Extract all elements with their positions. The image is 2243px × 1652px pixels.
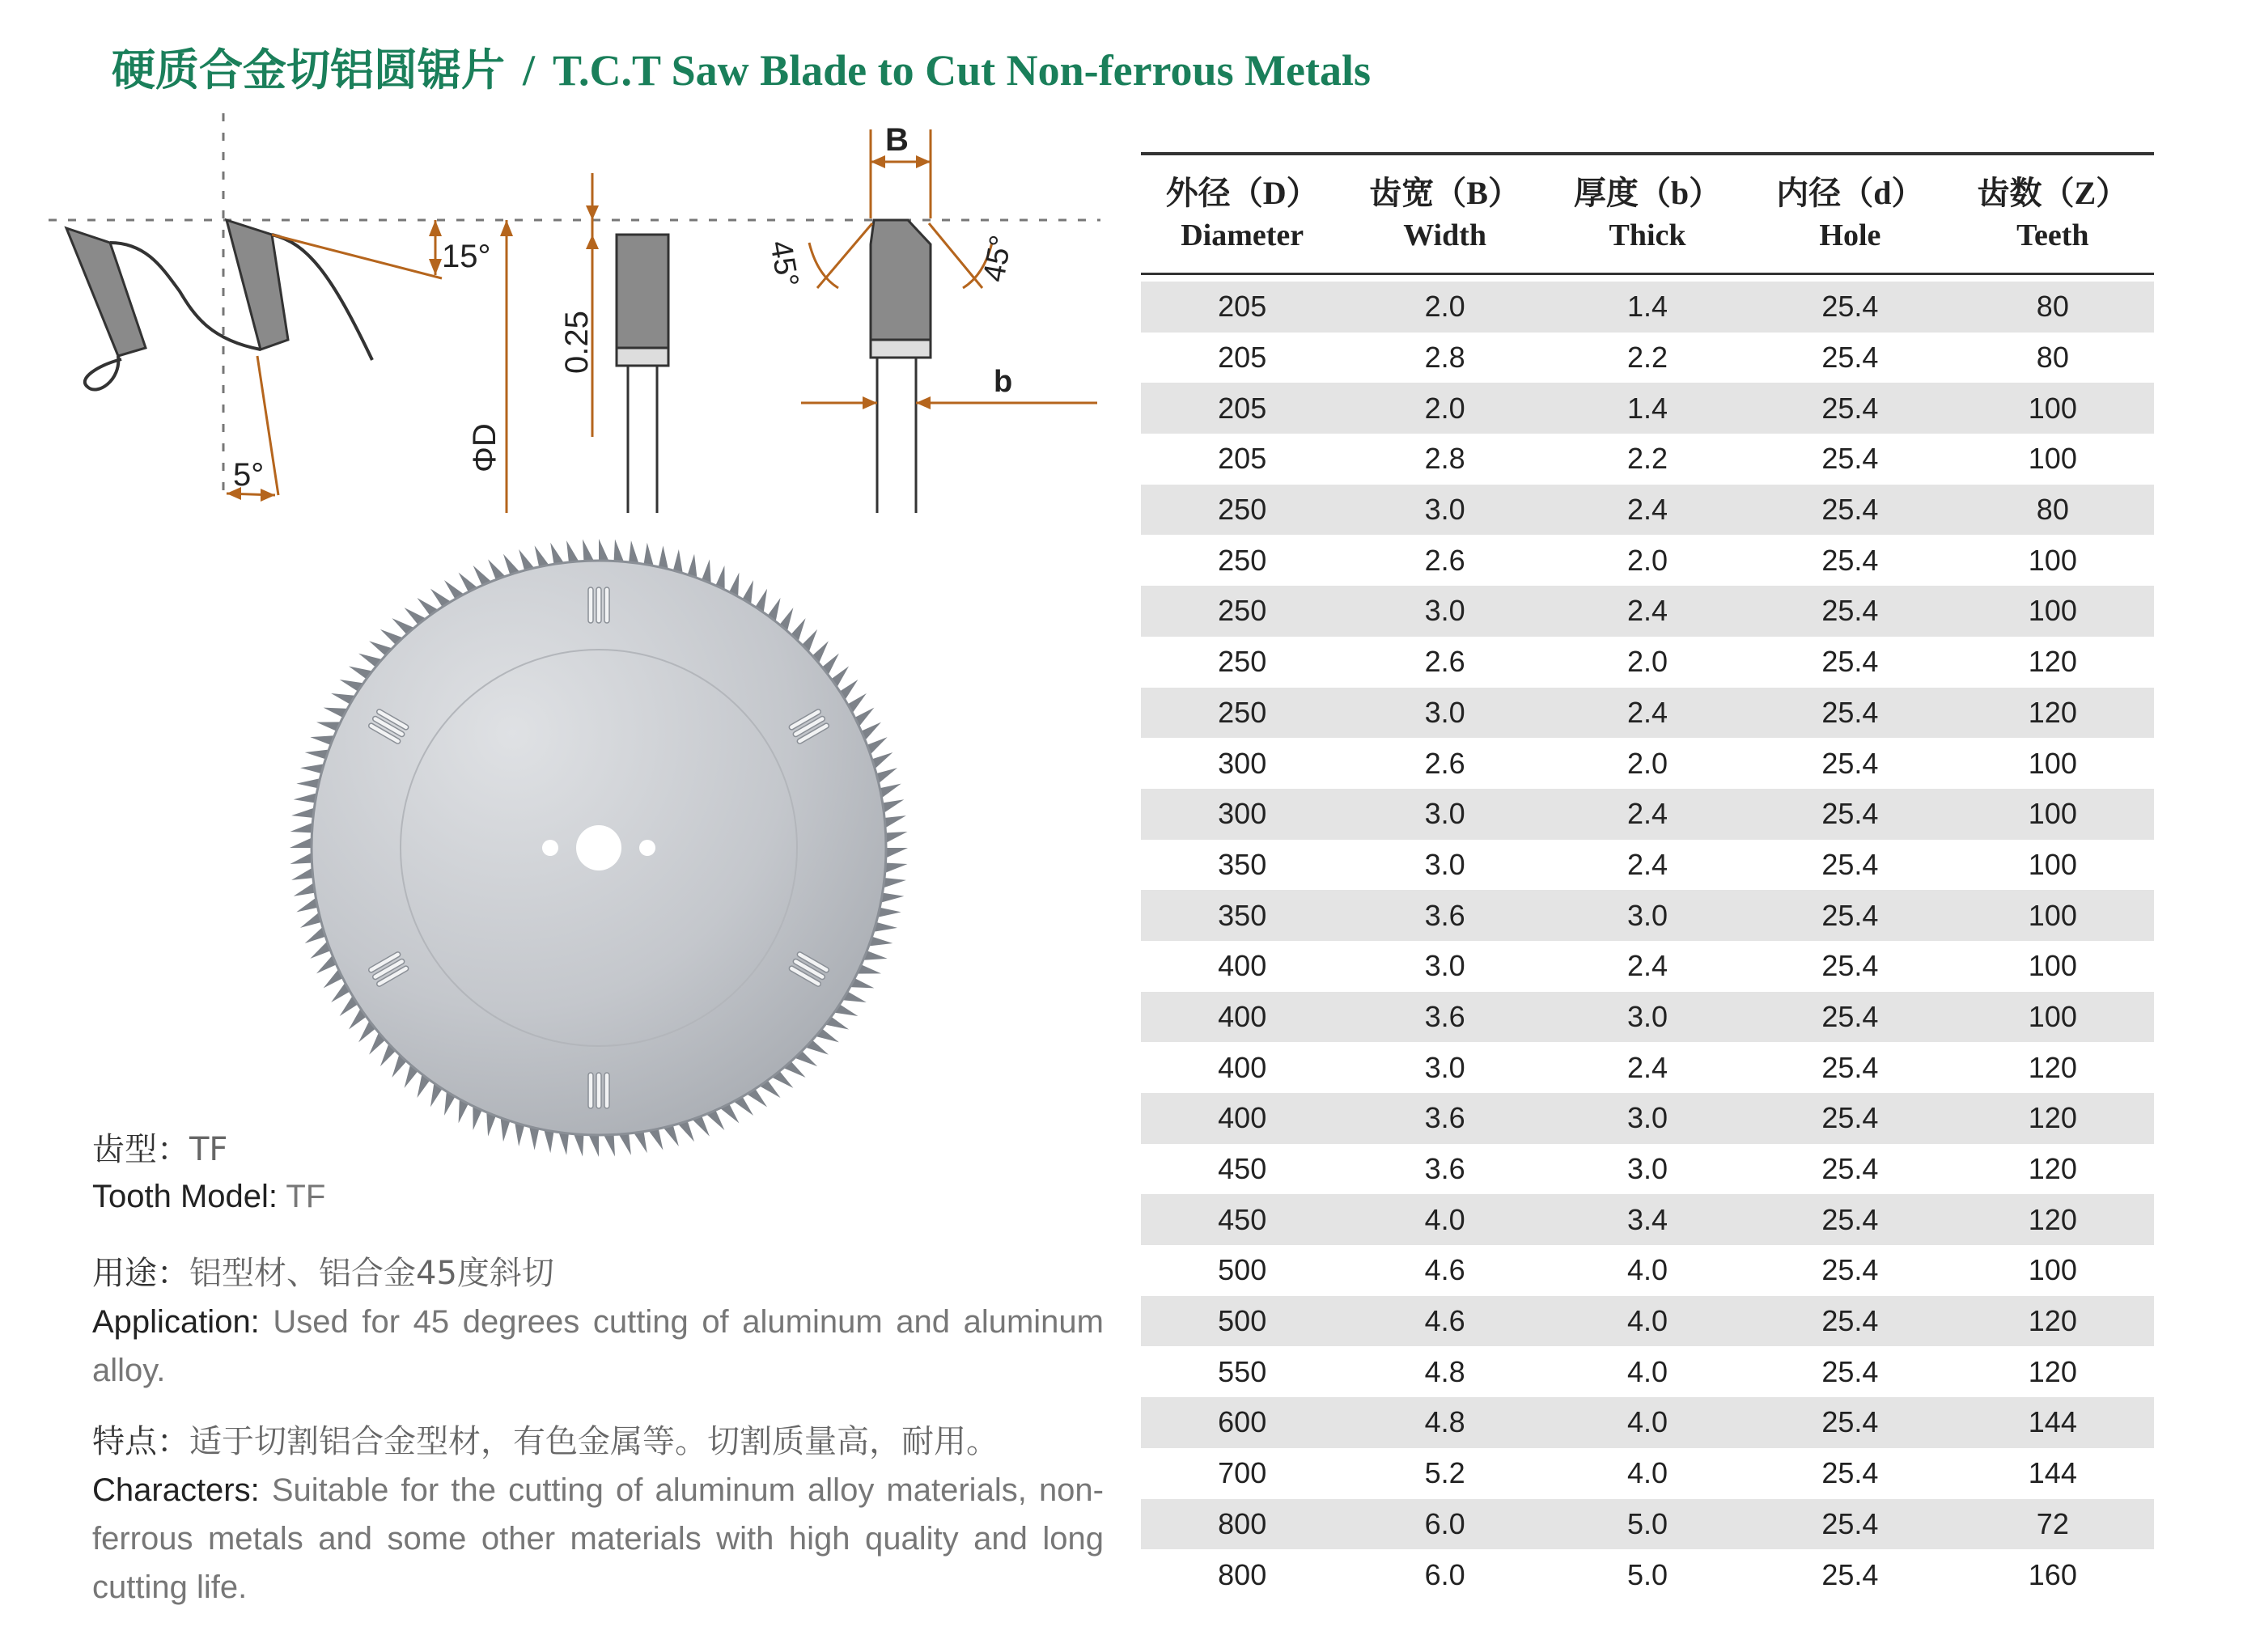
- cell-width: 3.0: [1424, 949, 1465, 983]
- cell-hole: 25.4: [1821, 1202, 1879, 1236]
- table-header: [1141, 155, 2154, 275]
- header-diameter: 外径（D） Diameter: [1165, 174, 1319, 252]
- cell-diameter: 250: [1218, 695, 1267, 729]
- saw-blade-image: [283, 532, 914, 1163]
- cell-width: 6.0: [1424, 1557, 1465, 1591]
- table-row: [1141, 637, 2154, 688]
- table-row: [1141, 333, 2154, 383]
- cell-diameter: 205: [1218, 290, 1267, 324]
- bevel-right-label: 45°: [977, 232, 1019, 285]
- cell-width: 3.0: [1424, 493, 1465, 527]
- cell-width: 2.6: [1424, 543, 1465, 577]
- cell-hole: 25.4: [1821, 493, 1879, 527]
- cell-hole: 25.4: [1821, 898, 1879, 932]
- cell-teeth: 120: [2028, 1050, 2077, 1084]
- cell-teeth: 100: [2028, 746, 2077, 780]
- cell-thick: 5.0: [1626, 1506, 1668, 1540]
- cell-teeth: 100: [2028, 847, 2077, 881]
- cell-teeth: 144: [2028, 1405, 2077, 1439]
- cell-hole: 25.4: [1821, 1456, 1879, 1490]
- table-row: [1141, 282, 2154, 333]
- table-row: [1141, 992, 2154, 1043]
- bottom-angle-label: 5°: [233, 457, 265, 493]
- cell-width: 2.8: [1424, 442, 1465, 476]
- cell-diameter: 205: [1218, 341, 1267, 375]
- table-row: [1141, 1144, 2154, 1195]
- characters-cn-label: 特点：: [92, 1423, 189, 1460]
- page-title-cn: 硬质合金切铝圆锯片: [112, 46, 505, 95]
- cell-thick: 3.0: [1626, 1152, 1668, 1186]
- cell-diameter: 450: [1218, 1202, 1267, 1236]
- table-row: [1141, 1042, 2154, 1093]
- thickness-label: b: [994, 365, 1013, 399]
- title-separator: /: [523, 46, 536, 95]
- application-cn-label: 用途：: [92, 1255, 189, 1292]
- cell-teeth: 100: [2028, 391, 2077, 425]
- cell-teeth: 80: [2036, 290, 2069, 324]
- application-en-value: Used for 45 degrees cutting of aluminum and aluminum alloy.: [92, 1304, 1104, 1388]
- cell-diameter: 500: [1218, 1253, 1267, 1287]
- cell-diameter: 400: [1218, 1101, 1267, 1135]
- cell-thick: 2.2: [1626, 442, 1668, 476]
- cell-teeth: 100: [2028, 442, 2077, 476]
- cell-width: 3.0: [1424, 594, 1465, 628]
- cell-teeth: 100: [2028, 797, 2077, 831]
- cell-width: 3.0: [1424, 695, 1465, 729]
- table-body: [1141, 282, 2154, 1600]
- cell-hole: 25.4: [1821, 999, 1879, 1033]
- cell-thick: 1.4: [1626, 391, 1668, 425]
- cell-thick: 2.4: [1626, 797, 1668, 831]
- application-block: [92, 1249, 1104, 1395]
- header-width: 齿宽（B） Width: [1369, 174, 1520, 252]
- cell-thick: 3.0: [1626, 999, 1668, 1033]
- offset-label: 0.25: [559, 311, 595, 374]
- cell-thick: 2.4: [1626, 949, 1668, 983]
- cell-thick: 2.4: [1626, 847, 1668, 881]
- characters-block: [92, 1417, 1104, 1612]
- table-row: [1141, 383, 2154, 434]
- cell-diameter: 400: [1218, 949, 1267, 983]
- cell-hole: 25.4: [1821, 847, 1879, 881]
- cell-width: 4.8: [1424, 1405, 1465, 1439]
- cell-diameter: 800: [1218, 1506, 1267, 1540]
- tooth-model-cn-label: 齿型：: [92, 1131, 189, 1168]
- characters-en-value: Suitable for the cutting of aluminum alloy materials, non-ferrous metals and some other materials with high quality and long cutting life.: [92, 1472, 1104, 1605]
- cell-teeth: 100: [2028, 543, 2077, 577]
- width-label: B: [885, 122, 909, 158]
- header-hole: 内径（d） Hole: [1776, 174, 1924, 252]
- cell-width: 2.6: [1424, 746, 1465, 780]
- cell-hole: 25.4: [1821, 1050, 1879, 1084]
- table-row: [1141, 1296, 2154, 1347]
- cell-diameter: 300: [1218, 797, 1267, 831]
- table-row: [1141, 1346, 2154, 1397]
- diameter-label: ΦD: [467, 423, 502, 472]
- table-row: [1141, 941, 2154, 992]
- cell-width: 2.0: [1424, 391, 1465, 425]
- cell-teeth: 100: [2028, 594, 2077, 628]
- cell-diameter: 450: [1218, 1152, 1267, 1186]
- tooth-front-view: [801, 129, 1097, 513]
- application-cn-value: 铝型材、铝合金45度斜切: [189, 1255, 554, 1292]
- cell-teeth: 72: [2036, 1506, 2069, 1540]
- cell-diameter: 800: [1218, 1557, 1267, 1591]
- cell-width: 4.0: [1424, 1202, 1465, 1236]
- cell-diameter: 250: [1218, 645, 1267, 679]
- cell-diameter: 550: [1218, 1354, 1267, 1388]
- page-title-en: T.C.T Saw Blade to Cut Non-ferrous Metals: [553, 46, 1372, 95]
- header-thick: 厚度（b） Thick: [1573, 174, 1722, 252]
- cell-width: 3.0: [1424, 797, 1465, 831]
- cell-diameter: 250: [1218, 493, 1267, 527]
- cell-thick: 2.4: [1626, 594, 1668, 628]
- cell-teeth: 100: [2028, 1253, 2077, 1287]
- cell-hole: 25.4: [1821, 1101, 1879, 1135]
- cell-hole: 25.4: [1821, 645, 1879, 679]
- cell-diameter: 700: [1218, 1456, 1267, 1490]
- cell-hole: 25.4: [1821, 341, 1879, 375]
- table-row: [1141, 434, 2154, 485]
- table-row: [1141, 1448, 2154, 1499]
- cell-teeth: 120: [2028, 645, 2077, 679]
- cell-teeth: 120: [2028, 1152, 2077, 1186]
- cell-hole: 25.4: [1821, 1253, 1879, 1287]
- cell-teeth: 100: [2028, 999, 2077, 1033]
- cell-thick: 4.0: [1626, 1456, 1668, 1490]
- cell-hole: 25.4: [1821, 1506, 1879, 1540]
- cell-teeth: 100: [2028, 898, 2077, 932]
- table-row: [1141, 890, 2154, 941]
- cell-diameter: 205: [1218, 442, 1267, 476]
- cell-width: 3.6: [1424, 999, 1465, 1033]
- cell-width: 3.6: [1424, 1152, 1465, 1186]
- cell-teeth: 144: [2028, 1456, 2077, 1490]
- table-row: [1141, 688, 2154, 739]
- cell-diameter: 600: [1218, 1405, 1267, 1439]
- characters-cn-value: 适于切割铝合金型材，有色金属等。切割质量高，耐用。: [189, 1423, 999, 1460]
- table-row: [1141, 840, 2154, 891]
- cell-teeth: 120: [2028, 1202, 2077, 1236]
- cell-hole: 25.4: [1821, 391, 1879, 425]
- cell-hole: 25.4: [1821, 1152, 1879, 1186]
- cell-thick: 4.0: [1626, 1354, 1668, 1388]
- cell-diameter: 500: [1218, 1304, 1267, 1338]
- cell-thick: 5.0: [1626, 1557, 1668, 1591]
- cell-teeth: 120: [2028, 695, 2077, 729]
- header-teeth: 齿数（Z） Teeth: [1977, 174, 2129, 252]
- table-row: [1141, 1194, 2154, 1245]
- cell-width: 3.0: [1424, 847, 1465, 881]
- cell-thick: 2.0: [1626, 543, 1668, 577]
- table-row: [1141, 1397, 2154, 1448]
- cell-thick: 2.0: [1626, 746, 1668, 780]
- cell-width: 4.6: [1424, 1304, 1465, 1338]
- cell-diameter: 250: [1218, 594, 1267, 628]
- cell-thick: 2.4: [1626, 493, 1668, 527]
- tooth-model-block: [92, 1126, 1104, 1220]
- cell-width: 2.0: [1424, 290, 1465, 324]
- cell-diameter: 300: [1218, 746, 1267, 780]
- cell-width: 2.8: [1424, 341, 1465, 375]
- table-row: [1141, 485, 2154, 536]
- cell-diameter: 205: [1218, 391, 1267, 425]
- cell-thick: 3.0: [1626, 1101, 1668, 1135]
- cell-width: 4.6: [1424, 1253, 1465, 1287]
- cell-thick: 2.4: [1626, 695, 1668, 729]
- cell-teeth: 120: [2028, 1304, 2077, 1338]
- cell-diameter: 400: [1218, 999, 1267, 1033]
- cell-width: 6.0: [1424, 1506, 1465, 1540]
- cell-hole: 25.4: [1821, 949, 1879, 983]
- cell-thick: 3.0: [1626, 898, 1668, 932]
- cell-hole: 25.4: [1821, 1354, 1879, 1388]
- characters-en-label: Characters:: [92, 1472, 260, 1508]
- arbor-hole: [576, 825, 621, 870]
- table-row: [1141, 1093, 2154, 1144]
- cell-thick: 2.2: [1626, 341, 1668, 375]
- cell-width: 2.6: [1424, 645, 1465, 679]
- table-row: [1141, 1549, 2154, 1600]
- cell-teeth: 120: [2028, 1354, 2077, 1388]
- cell-teeth: 160: [2028, 1557, 2077, 1591]
- cell-teeth: 80: [2036, 493, 2069, 527]
- cell-hole: 25.4: [1821, 797, 1879, 831]
- cell-hole: 25.4: [1821, 1405, 1879, 1439]
- table-row: [1141, 789, 2154, 840]
- cell-teeth: 120: [2028, 1101, 2077, 1135]
- spec-table: [1141, 152, 2154, 1600]
- tooth-model-cn-value: TF: [189, 1131, 228, 1168]
- cell-thick: 3.4: [1626, 1202, 1668, 1236]
- cell-hole: 25.4: [1821, 1557, 1879, 1591]
- cell-width: 3.0: [1424, 1050, 1465, 1084]
- table-row: [1141, 738, 2154, 789]
- cell-thick: 4.0: [1626, 1253, 1668, 1287]
- cell-width: 4.8: [1424, 1354, 1465, 1388]
- cell-thick: 4.0: [1626, 1405, 1668, 1439]
- cell-width: 3.6: [1424, 898, 1465, 932]
- cell-teeth: 100: [2028, 949, 2077, 983]
- cell-thick: 1.4: [1626, 290, 1668, 324]
- table-row: [1141, 535, 2154, 586]
- cell-hole: 25.4: [1821, 1304, 1879, 1338]
- cell-hole: 25.4: [1821, 695, 1879, 729]
- top-angle-label: 15°: [442, 239, 491, 274]
- cell-hole: 25.4: [1821, 290, 1879, 324]
- table-row: [1141, 586, 2154, 637]
- tooth-model-en-value: TF: [278, 1179, 326, 1214]
- page-title: [112, 36, 1371, 98]
- cell-hole: 25.4: [1821, 442, 1879, 476]
- cell-teeth: 80: [2036, 341, 2069, 375]
- bevel-left-label: 45°: [763, 238, 805, 290]
- cell-hole: 25.4: [1821, 746, 1879, 780]
- cell-thick: 2.4: [1626, 1050, 1668, 1084]
- cell-diameter: 350: [1218, 847, 1267, 881]
- cell-diameter: 400: [1218, 1050, 1267, 1084]
- table-row: [1141, 1245, 2154, 1296]
- cell-hole: 25.4: [1821, 594, 1879, 628]
- application-en-label: Application:: [92, 1304, 260, 1340]
- cell-thick: 4.0: [1626, 1304, 1668, 1338]
- table-row: [1141, 1499, 2154, 1550]
- cell-thick: 2.0: [1626, 645, 1668, 679]
- cell-diameter: 350: [1218, 898, 1267, 932]
- cell-width: 5.2: [1424, 1456, 1465, 1490]
- cell-diameter: 250: [1218, 543, 1267, 577]
- cell-width: 3.6: [1424, 1101, 1465, 1135]
- tooth-model-en-label: Tooth Model:: [92, 1179, 278, 1214]
- cell-hole: 25.4: [1821, 543, 1879, 577]
